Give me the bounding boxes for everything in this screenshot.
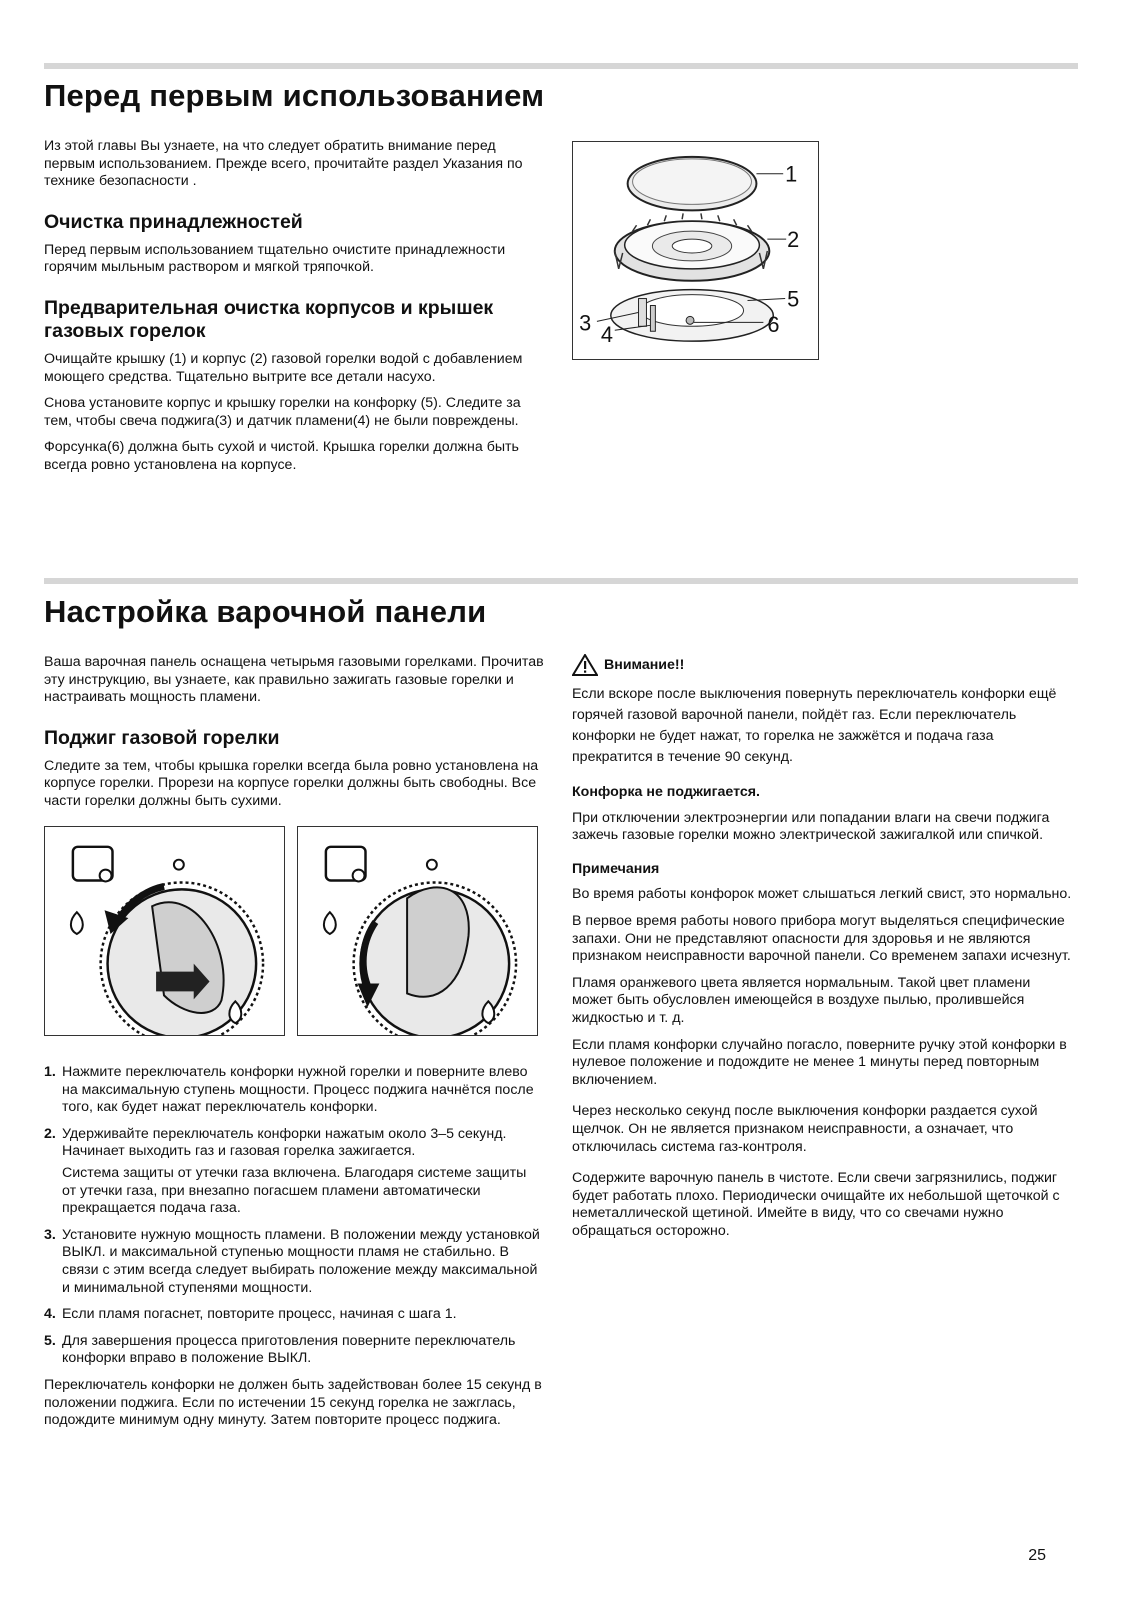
burner-exploded-diagram <box>572 141 819 360</box>
step-text: Для завершения процесса приготовления поверните переключатель конфорки вправо в положение ВЫКЛ. <box>62 1332 516 1367</box>
section2-intro: Ваша варочная панель оснащена четырьмя газовыми горелками. Прочитав эту инструкцию, вы узнаете, как правильно зажигать газовые горелки и настраивать мощность пламени. <box>44 654 544 706</box>
step-extra-text: Система защиты от утечки газа включена. Благодаря системе защиты от утечки газа, при внезапно погасшем пламени автоматически прекращается подача газа. <box>62 1164 527 1217</box>
ignition-closing-text: Переключатель конфорки не должен быть задействован более 15 секунд в положении поджига. Если по истечении 15 секунд горелка не зажглась, подождите минимум одну минуту. Затем повторите процесс поджига. <box>44 1376 542 1429</box>
burner-label-3: 3 <box>579 310 592 336</box>
knob-turn-left-diagram <box>44 826 285 1036</box>
step-number: 3. <box>44 1226 56 1243</box>
section-divider-middle <box>44 578 1078 584</box>
ignition-step <box>44 1126 544 1218</box>
note-text: Содержите варочную панель в чистоте. Если свечи загрязнились, поджиг будет работать плохо. Периодически очищайте их небольшой щеточкой с неметаллической щетиной. Имейте в виду, что со свечами нужно обращаться осторожно. <box>572 1170 1060 1239</box>
warning-text: Если вскоре после выключения повернуть переключатель конфорки ещё горячей газовой варочной панели, пойдёт газ. Если переключатель конфорки не будет нажат, то горелка не зажжётся и подача газа прекратится в течение 90 секунд. <box>572 686 1057 765</box>
ignition-step <box>44 1306 544 1324</box>
section2-title: Настройка варочной панели <box>44 594 487 629</box>
no-ignite-text: При отключении электроэнергии или попадании влаги на свечи поджига зажечь газовые горелки можно электрической зажигалкой или спичкой. <box>572 809 1050 844</box>
ignition-steps-list <box>44 1064 544 1368</box>
knob-turn-right-drawing <box>298 827 537 1035</box>
note-text: Через несколько секунд после выключения конфорки раздается сухой щелчок. Он не является признаком неисправности, а означает, что отключилась система газ-контроля. <box>572 1103 1038 1155</box>
step-text: Удерживайте переключатель конфорки нажатым около 3–5 секунд. Начинает выходить газ и газовая горелка зажигается. <box>62 1125 507 1160</box>
note-text: Пламя оранжевого цвета является нормальным. Такой цвет пламени может быть обусловлен имеющейся в воздухе пылью, пролившейся жидкостью и т. д. <box>572 974 1031 1026</box>
ignition-step <box>44 1227 544 1297</box>
ignition-step <box>44 1333 544 1368</box>
ignition-step <box>44 1064 544 1117</box>
section1-title: Перед первым использованием <box>44 78 545 113</box>
burner-precleaning-heading: Предварительная очистка корпусов и крышек газовых горелок <box>44 296 494 342</box>
ignition-heading: Поджиг газовой горелки <box>44 726 280 749</box>
burner-label-6: 6 <box>767 312 780 338</box>
knob-turn-left-drawing <box>45 827 284 1035</box>
warning-triangle-icon <box>572 654 598 676</box>
section2-intro-column <box>44 654 544 820</box>
no-ignite-heading: Конфорка не поджигается. <box>572 784 760 800</box>
ignition-text: Следите за тем, чтобы крышка горелки всегда была ровно установлена на корпусе горелки. Прорези на корпусе горелки должны быть свободны. Все части горелки должны быть сухими. <box>44 757 539 809</box>
burner-label-2: 2 <box>787 227 800 253</box>
step-text: Если пламя погаснет, повторите процесс, начиная с шага 1. <box>62 1306 457 1323</box>
step-number: 4. <box>44 1306 56 1323</box>
step-number: 2. <box>44 1125 56 1142</box>
cleaning-accessories-heading: Очистка принадлежностей <box>44 210 303 233</box>
warning-header <box>572 654 1072 676</box>
step-text: Установите нужную мощность пламени. В положении между установкой ВЫКЛ. и максимальной ступенью мощности пламя не стабильно. В связи с этим всегда следует выбирать положение между максимальной и минимальной ступенями мощности. <box>62 1226 540 1296</box>
section2-right-column <box>572 654 1072 1249</box>
notes-heading: Примечания <box>572 860 660 877</box>
step-text: Нажмите переключатель конфорки нужной горелки и поверните влево на максимальную ступень мощности. Процесс поджига начнётся после того, как будет нажат переключатель конфорки. <box>62 1064 534 1116</box>
note-text: Во время работы конфорок может слышаться легкий свист, это нормально. <box>572 886 1072 903</box>
burner-label-4: 4 <box>600 322 613 348</box>
burner-precleaning-text-1: Очищайте крышку (1) и корпус (2) газовой горелки водой с добавлением моющего средства. Тщательно вытрите все детали насухо. <box>44 350 523 385</box>
section1-intro: Из этой главы Вы узнаете, на что следует обратить внимание перед первым использованием. Прежде всего, прочитайте раздел Указания по технике безопасности . <box>44 138 523 190</box>
burner-label-5: 5 <box>787 286 800 312</box>
knob-turn-right-diagram <box>297 826 538 1036</box>
burner-label-1: 1 <box>785 161 798 187</box>
step-number: 5. <box>44 1332 56 1349</box>
burner-diagram-drawing <box>573 142 818 359</box>
section1-text-column <box>44 138 534 484</box>
step-number: 1. <box>44 1064 56 1080</box>
note-text: В первое время работы нового прибора могут выделяться специфические запахи. Они не представляют опасности для здоровья и не являются признаком неисправности варочной панели. Со временем запахи исчезнут. <box>572 912 1071 965</box>
warning-title: Внимание!! <box>604 657 685 673</box>
ignition-steps-column <box>44 1064 544 1439</box>
cleaning-accessories-text: Перед первым использованием тщательно очистите принадлежности горячим мыльным раствором и мягкой тряпочкой. <box>44 241 506 276</box>
section-divider-top <box>44 63 1078 69</box>
note-text: Если пламя конфорки случайно погасло, поверните ручку этой конфорки в нулевое положение и подождите не менее 1 минуты перед повторным включением. <box>572 1036 1067 1088</box>
burner-precleaning-text-2: Снова установите корпус и крышку горелки на конфорку (5). Следите за тем, чтобы свеча поджига(3) и датчик пламени(4) не были повреждены. <box>44 395 521 429</box>
page-number: 25 <box>1028 1547 1046 1564</box>
burner-precleaning-text-3: Форсунка(6) должна быть сухой и чистой. Крышка горелки должна быть всегда ровно установлена на корпусе. <box>44 439 519 473</box>
